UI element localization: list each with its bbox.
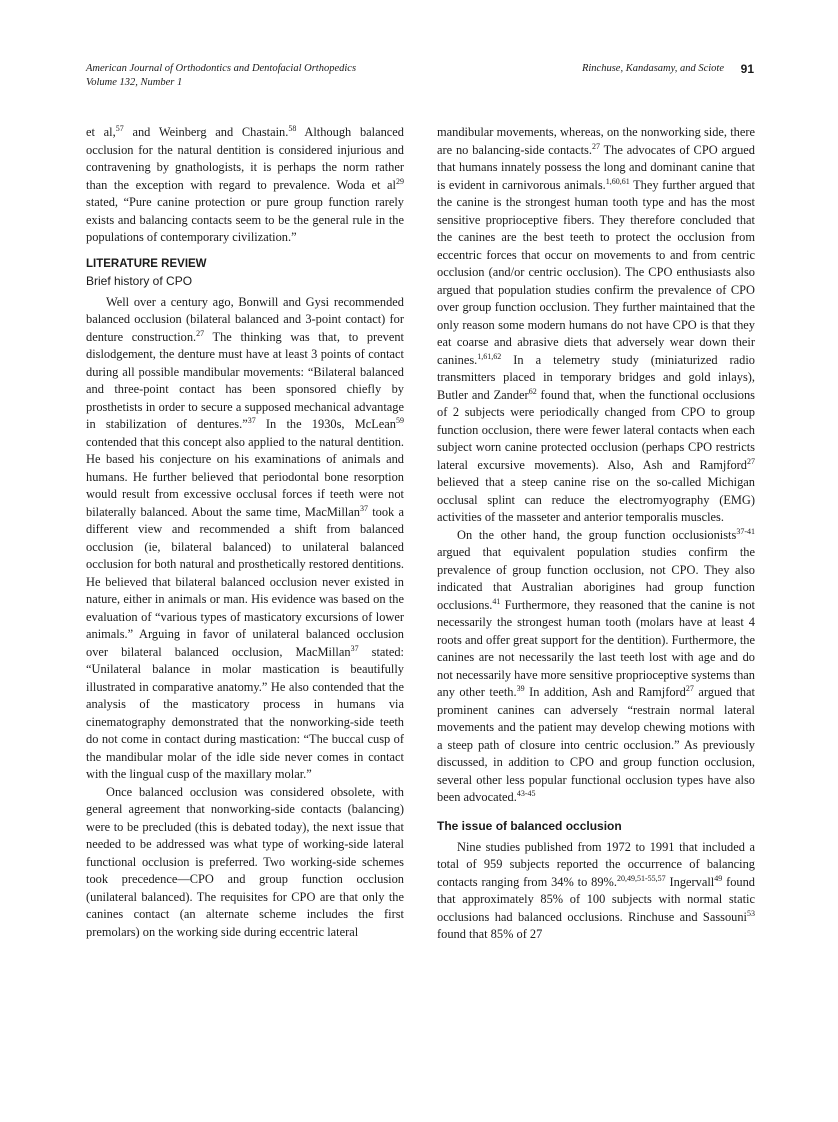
running-authors: Rinchuse, Kandasamy, and Sciote — [581, 63, 724, 74]
citation-ref: 27 — [591, 141, 600, 151]
citation-ref: 49 — [714, 873, 723, 883]
left-column — [86, 124, 404, 941]
subsection-heading: Brief history of CPO — [86, 273, 193, 288]
journal-title: American Journal of Orthodontics and Dentofacial Orthopedics — [86, 63, 357, 74]
paragraph: On the other hand, the group function occlusionists$^{37-41}$ argued that equivalent population studies confirm the prevalence of group function occlusion, not CPO. They also indicated that Australian aborigines had group function occlusions.$^{41}$ Furthermore, they reasoned that the canine is not necessarily the strongest human tooth (molars have at least 4 roots and offer great support for the dentition). Furthermore, the canines are not necessarily the last teeth lost with age and do not necessarily have more sensitive proprioceptive systems than any other teeth.$^{39}$ In addition, Ash and Ramjford$^{27}$ argued that prominent canines can adversely “restrain normal lateral movements and the patient may develop chewing motions with a steep path of closure into centric occlusion.” As previously discussed, in addition to CPO and group function occlusion, several other less popular functional occlusion types have also been advocated.$^{43-45}$ — [437, 526, 755, 804]
citation-ref: 37 — [247, 416, 256, 425]
citation-ref: 27 — [747, 456, 755, 466]
citation-ref: 37-41 — [736, 526, 755, 536]
page-number: 91 — [740, 62, 754, 76]
paragraph: et al,$^{57}$ and Weinberg and Chastain.$^{58}$ Although balanced occlusion for the natural dentition is considered injurious and contravening by gnathologists, it is perhaps the norm rather than the exception with regard to prevalence. Woda et $al^{29}$ stated, “Pure canine protection or pure group function rarely exists and balancing contacts seem to be the general rule in the populations of contemporary civilization.” — [86, 124, 404, 244]
citation-ref: 27 — [196, 328, 205, 338]
citation-ref: 59 — [396, 416, 404, 425]
citation-ref: 20,49,51-55,57 — [616, 873, 666, 883]
citation-ref: 57 — [115, 124, 124, 133]
paragraph: Well over a century ago, Bonwill and Gysi recommended balanced occlusion (bilateral balanced and 3-point contact) for denture construction.$^{27}$ The thinking was that, to prevent dislodgement, the denture must have at least 3 points of contact during all possible mandibular movements: “Bilateral balanced and three-point contact has been sponsored chiefly by prosthetists in order to secure a supposed mechanical advantage in stabilization of dentures.”$^{37}$ In the 1930s, McLean$^{59}$ contended that this concept also applied to the natural dentition. He based his conjecture on his examinations of animals and humans. He further believed that periodontal bone resorption would result from excessive occlusal forces if teeth were not bilaterally balanced. About the same time, MacMillan$^{37}$ took a different view and recommended a shift from balanced occlusion (ie, bilateral balanced) to unilateral balanced occlusion for both natural and prosthetically restored dentitions. He believed that bilateral balanced occlusion never existed in nature, either in animals or man. His evidence was based on the evaluation of “various types of masticatory excursions of lower animals.” Arguing in favor of unilateral balanced occlusion over bilateral balanced occlusion, MacMillan$^{37}$ stated: “Unilateral balance in molar mastication is beautifully illustrated in comparative anatomy.” He also contended that the analysis of the masticatory process in humans via cinematography demonstrated that the nonworking-side teeth do not come in contact during mastication: “The buccal cusp of the mandibular molar of the idle side never comes in contact with the lingual cusp of the maxillary molar.” — [86, 294, 404, 781]
citation-ref: 1,61,62 — [477, 351, 502, 361]
citation-ref: 27 — [685, 684, 694, 693]
citation-ref: 37 — [350, 643, 359, 653]
citation-ref: 41 — [492, 596, 501, 606]
citation-ref: 43-45 — [516, 789, 536, 798]
paragraph: Once balanced occlusion was considered obsolete, with general agreement that nonworking-side contacts (balancing) were to be precluded (this is debated today), the next issue that needed to be addressed was what type of working-side lateral functional occlusion is preferred. Two working-side schemes took precedence—CPO and group function occlusion (unilateral balanced). The requisites for CPO are that only the canines contact (an alternate scheme includes the first premolars) on the working side during eccentric lateral — [86, 784, 404, 939]
citation-ref: 39 — [516, 684, 525, 693]
citation-ref: 53 — [747, 908, 755, 918]
citation-ref: 29 — [396, 176, 404, 186]
citation-ref: 62 — [528, 386, 537, 396]
right-column — [437, 124, 755, 944]
journal-citation — [86, 62, 446, 90]
citation-ref: 37 — [359, 503, 368, 513]
paragraph: mandibular movements, whereas, on the nonworking side, there are no balancing-side contacts.$^{27}$ The advocates of CPO argued that humans innately possess the long and dominant canine that is evident in carnivorous animals.$^{1,60,61}$ They further argued that the canine is the strongest human tooth type and has the most sensitive proprioceptive fibers. They therefore concluded that the canines are the best teeth to protect the occlusion from eccentric forces that occur on movements to and from centric occlusion (and/or centric occlusion). The CPO enthusiasts also argued that population studies confirm the prevalence of CPO over group function occlusion. They further maintained that the only reason some modern humans do not have CPO is that they eat coarse and abrasive diets that adversely wear down their canines.$^{1,61,62}$ In a telemetry study (miniaturized radio transmitters placed in temporary bridges and gold inlays), Butler and Zander$^{62}$ found that, when the functional occlusions of 2 subjects were periodically changed from CPO to group function occlusion, there were fewer lateral contacts when each subject worn canine protected occlusion (perhaps CPO restricts lateral excursive movements). Also, Ash and Ramjford$^{27}$ believed that a steep canine rise on the so-called Michigan occlusal splint can reduce the electromyography (EMG) activities of the masseter and anterior temporalis muscles. — [437, 125, 755, 524]
journal-volume: Volume 132, Number 1 — [86, 77, 183, 88]
paragraph: Nine studies published from 1972 to 1991 that included a total of 959 subjects reported the occurrence of balancing contacts ranging from 34% to 89%.$^{20,49,51-55,57}$ Ingervall$^{49}$ found that approximately 85% of 100 subjects with normal static occlusions had balanced occlusions. Rinchuse and Sassouni$^{53}$ found that 85% of 27 — [437, 839, 755, 941]
citation-ref: 1,60,61 — [605, 176, 630, 186]
section-heading: LITERATURE REVIEW — [86, 257, 207, 270]
subsection-heading: The issue of balanced occlusion — [437, 818, 622, 833]
citation-ref: 58 — [288, 124, 297, 133]
